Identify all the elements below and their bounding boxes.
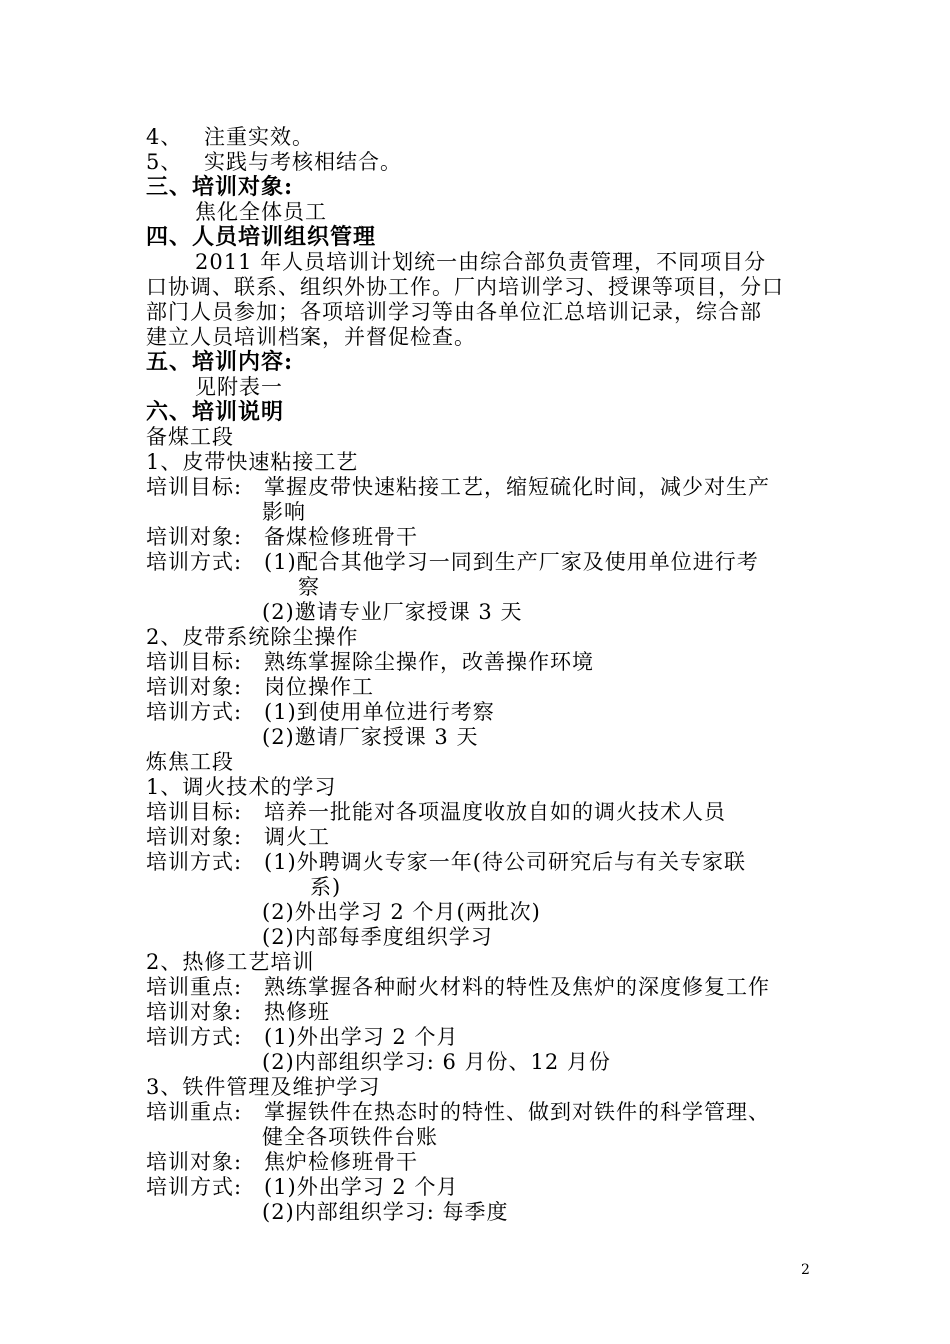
item-way: 培训方式: (1)外出学习 2 个月 (146, 1175, 459, 1199)
item-way-cont: 察 (298, 575, 320, 599)
item-title: 1、皮带快速粘接工艺 (146, 450, 359, 474)
item-object: 培训对象: 岗位操作工 (146, 675, 374, 699)
item-way: (2)邀请专业厂家授课 3 天 (262, 600, 523, 624)
item-way: (2)外出学习 2 个月(两批次) (262, 900, 541, 924)
section-title: 备煤工段 (146, 425, 234, 449)
item-goal: 培训目标: 培养一批能对各项温度收放自如的调火技术人员 (146, 800, 726, 824)
item-way: 培训方式: (1)到使用单位进行考察 (146, 700, 495, 724)
heading-4: 四、人员培训组织管理 (146, 224, 377, 250)
item-object: 培训对象: 备煤检修班骨干 (146, 525, 418, 549)
item-way: (2)邀请厂家授课 3 天 (262, 725, 479, 749)
list-item-5: 5、 实践与考核相结合。 (146, 150, 402, 174)
item-way-cont: 系) (310, 875, 342, 899)
heading-5: 五、培训内容: (146, 349, 294, 375)
item-object: 培训对象: 焦炉检修班骨干 (146, 1150, 418, 1174)
item-way: (2)内部组织学习: 每季度 (262, 1200, 509, 1224)
paragraph: 焦化全体员工 (195, 200, 327, 224)
item-goal: 培训目标: 掌握皮带快速粘接工艺，缩短硫化时间，减少对生产 (146, 475, 770, 499)
item-title: 1、调火技术的学习 (146, 775, 337, 799)
heading-3: 三、培训对象: (146, 174, 294, 200)
item-title: 3、铁件管理及维护学习 (146, 1075, 381, 1099)
item-goal-cont: 健全各项铁件台账 (262, 1125, 438, 1149)
paragraph-line: 口协调、联系、组织外协工作。厂内培训学习、授课等项目，分口 (146, 275, 784, 299)
item-way: (2)内部组织学习: 6 月份、12 月份 (262, 1050, 611, 1074)
item-goal: 培训重点: 掌握铁件在热态时的特性、做到对铁件的科学管理、 (146, 1100, 770, 1124)
item-goal: 培训重点: 熟练掌握各种耐火材料的特性及焦炉的深度修复工作 (146, 975, 770, 999)
paragraph: 见附表一 (195, 375, 283, 399)
paragraph-line: 部门人员参加；各项培训学习等由各单位汇总培训记录，综合部 (146, 300, 762, 324)
item-object: 培训对象: 热修班 (146, 1000, 330, 1024)
item-title: 2、热修工艺培训 (146, 950, 315, 974)
item-object: 培训对象: 调火工 (146, 825, 330, 849)
item-goal: 培训目标: 熟练掌握除尘操作，改善操作环境 (146, 650, 594, 674)
item-title: 2、皮带系统除尘操作 (146, 625, 359, 649)
page-number: 2 (801, 1262, 810, 1278)
item-way: (2)内部每季度组织学习 (262, 925, 493, 949)
section-title: 炼焦工段 (146, 750, 234, 774)
paragraph-line: 2011 年人员培训计划统一由综合部负责管理，不同项目分 (195, 250, 767, 274)
heading-6: 六、培训说明 (146, 399, 285, 425)
list-item-4: 4、 注重实效。 (146, 125, 314, 149)
item-way: 培训方式: (1)外聘调火专家一年(待公司研究后与有关专家联 (146, 850, 746, 874)
item-goal-cont: 影响 (262, 500, 306, 524)
item-way: 培训方式: (1)外出学习 2 个月 (146, 1025, 459, 1049)
item-way: 培训方式: (1)配合其他学习一同到生产厂家及使用单位进行考 (146, 550, 759, 574)
paragraph-line: 建立人员培训档案，并督促检查。 (146, 325, 476, 349)
